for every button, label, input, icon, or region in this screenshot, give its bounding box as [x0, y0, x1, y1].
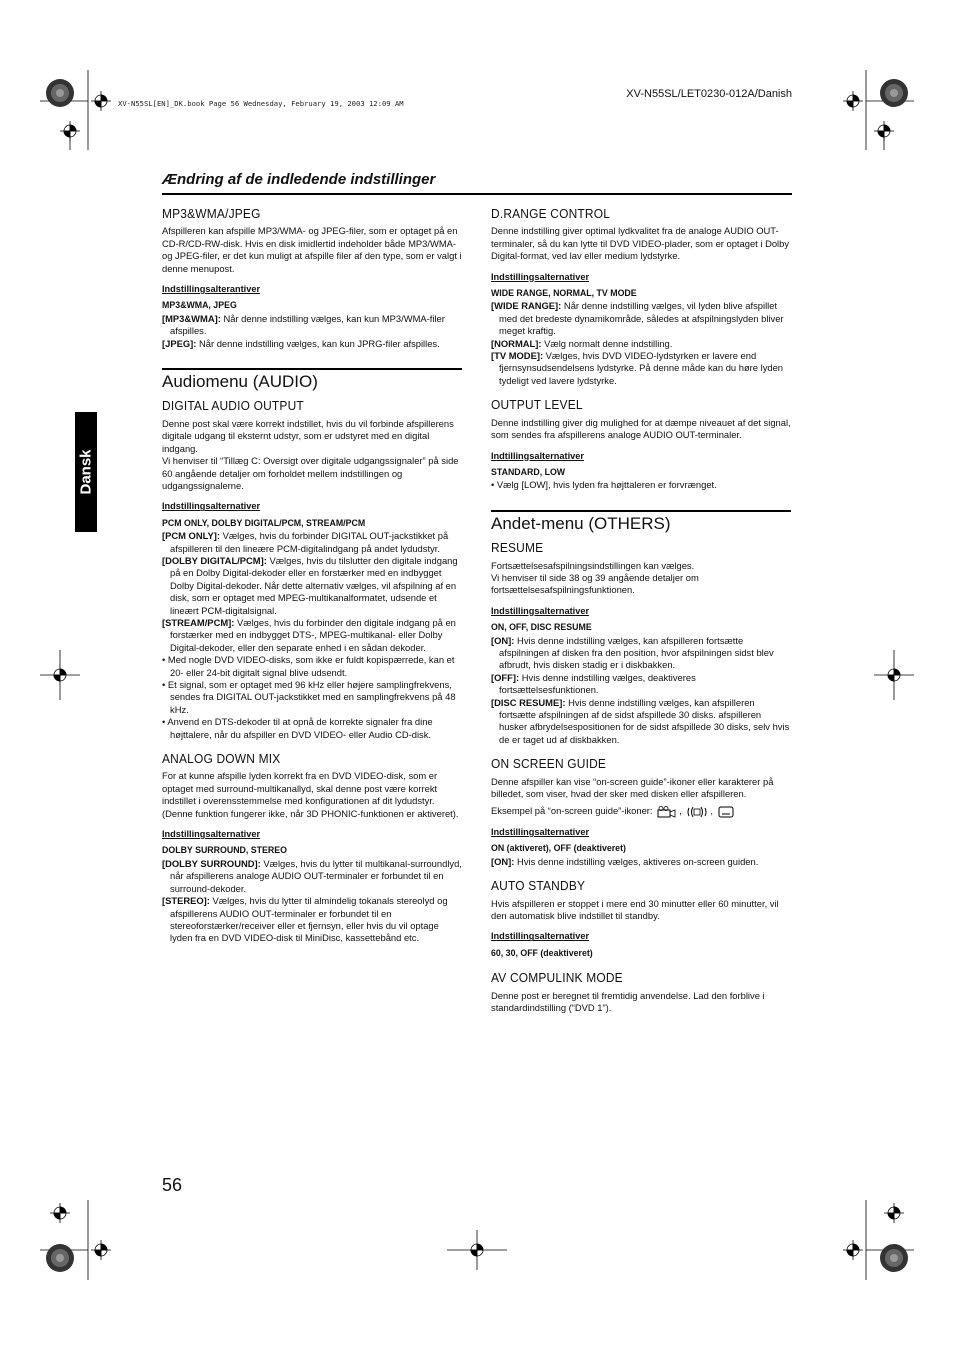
digital-option-values: PCM ONLY, DOLBY DIGITAL/PCM, STREAM/PCM — [162, 517, 366, 528]
crosshair-bl — [91, 1240, 111, 1260]
crosshair-tr — [843, 91, 863, 111]
avc-body: Denne post er beregnet til fremtidig anvendelse. Lad den forblive i standardindstilling (“DVD 1”). — [491, 989, 765, 1014]
drange-options-heading: Indstillingsalternativer — [491, 271, 590, 282]
resume-option-values: ON, OFF, DISC RESUME — [491, 622, 592, 633]
analog-option-values: DOLBY SURROUND, STEREO — [162, 845, 287, 856]
digital-bullet: • Anvend en DTS-dekoder til at opnå de korrekte signaler fra dine højttalere, når du afspiller en DVD VIDEO- eller Audio CD-disk. — [162, 716, 433, 740]
resume-body2: Vi henviser til side 38 og 39 angående detaljer om fortsættelsesafspilningsfunktionen. — [491, 571, 699, 596]
others-menu-title: Andet-menu (OTHERS) — [491, 510, 791, 530]
resume-item: [ON]: Hvis denne indstilling vælges, kan afspilleren fortsætte afspilningen af disken fra den position, hvor afspilningen sidst blev afbrudt, hvis disken stadig er i diskbakken. — [491, 634, 774, 671]
left-column — [162, 208, 462, 945]
osg-options-heading: Indstillingsalternativer — [491, 826, 590, 837]
digital-item: [DOLBY DIGITAL/PCM]: Vælges, hvis du tilslutter den digitale indgang på en Dolby Digital-dekoder eller en forstærker med en indbygget Dolby Digital-dekoder. Når dette alternativ vælges, vil afspilning af en disk, som er optaget med MPEG-multikanalformatet, udsende et lineært PCM-digitalsignal. — [162, 554, 458, 616]
output-body: Denne indstilling giver dig mulighed for at dæmpe niveauet af det signal, som sendes fra afspillerens analoge AUDIO OUT-terminaler. — [491, 416, 791, 441]
drange-item: [NORMAL]: Vælg normalt denne indstilling. — [491, 337, 673, 349]
digital-heading: DIGITAL AUDIO OUTPUT — [162, 398, 304, 414]
crosshair-br2 — [884, 1203, 904, 1223]
digital-bullet: • Med nogle DVD VIDEO-disks, som ikke er fuldt kopispærrede, kan et 20- eller 24-bit digitalt signal blive udsendt. — [162, 654, 455, 678]
analog-heading: ANALOG DOWN MIX — [162, 751, 281, 767]
digital-item: [PCM ONLY]: Vælges, hvis du forbinder DIGITAL OUT-jackstikket på afspilleren til den lineære PCM-digitalindgang på andet lydudstyr. — [162, 530, 449, 554]
digital-body2: Vi henviser til “Tillæg C: Oversigt over digitale udgangssignaler” på side 60 angående detaljer om forholdet mellem indstillingen og udgangssignalerne. — [162, 455, 459, 491]
subtitle-icon — [718, 806, 734, 818]
crosshair-bl2 — [50, 1203, 70, 1223]
drange-item: [WIDE RANGE]: Når denne indstilling vælges, vil lyden blive afspillet med det bredeste dynamikområde, således at afspilningslyden bliver meget kraftig. — [491, 300, 784, 337]
mp3-item: [JPEG]: Når denne indstilling vælges, kan kun JPRG-filer afspilles. — [162, 337, 440, 349]
analog-options-heading: Indstillingsalternativer — [162, 829, 261, 840]
output-options-heading: Indtillingsalternativer — [491, 450, 584, 461]
mp3-item: [MP3&WMA]: Når denne indstilling vælges, kan kun MP3/WMA-filer afspilles. — [162, 312, 445, 337]
osg-example-line: Eksempel på “on-screen guide”-ikoner: , , — [491, 805, 791, 818]
mp3-option-values: MP3&WMA, JPEG — [162, 300, 237, 311]
crosshair-tl2 — [60, 121, 80, 141]
resume-options-heading: Indstillingsalternativer — [491, 605, 590, 616]
osg-example-text: Eksempel på “on-screen guide”-ikoner: — [491, 805, 653, 817]
resume-item: [DISC RESUME]: Hvis denne indstilling vælges, kan afspilleren fortsætte afspilningen af de sidst afspillede 30 disks. afspilleren husker afbrydelsespositionen for de sidst afspillede 30 disks, selv hvis de er taget ud af diskbakken. — [491, 696, 790, 745]
file-info-line: XV-N55SL[EN]_DK.book Page 56 Wednesday, February 19, 2003 12:09 AM — [118, 99, 404, 108]
audio-language-icon — [686, 806, 708, 818]
digital-options-heading: Indstillingsalternativer — [162, 501, 261, 512]
resume-item: [OFF]: Hvis denne indstilling vælges, deaktiveres fortsættelsesfunktionen. — [491, 671, 696, 696]
osg-heading: ON SCREEN GUIDE — [491, 756, 607, 772]
standby-heading: AUTO STANDBY — [491, 878, 586, 894]
standby-option-values: 60, 30, OFF (deaktiveret) — [491, 947, 593, 958]
drange-item: [TV MODE]: Vælges, hvis DVD VIDEO-lydstyrken er lavere end fjernsynsudsendelsens lydstyrke. På denne måde kan du høre lyden tydeligt ved lavere lydstyrke. — [491, 350, 784, 386]
output-option-values: STANDARD, LOW — [491, 466, 566, 477]
analog-body2: (Denne funktion fungerer ikke, når 3D PHONIC-funktionen er aktiveret). — [162, 807, 459, 819]
drange-heading: D.RANGE CONTROL — [491, 206, 611, 221]
analog-item: [STEREO]: Vælges, hvis du lytter til almindelig tokanals stereolyd og afspillerens AUDIO OUT-terminaler er forbundet til en stereoforstærker/receiver eller et fjernsyn, eller hvis du vil optage lyden fra en DVD VIDEO-disk til MiniDisc, kassettebånd etc. — [162, 895, 448, 944]
analog-item: [DOLBY SURROUND]: Vælges, hvis du lytter til multikanal-surroundlyd, når afspillerens analoge AUDIO OUT-terminaler er forbundet til en surround-dekoder. — [162, 857, 462, 894]
mp3-heading: MP3&WMA/JPEG — [162, 206, 261, 221]
drange-option-values: WIDE RANGE, NORMAL, TV MODE — [491, 288, 637, 299]
standby-body: Hvis afspilleren er stoppet i mere end 30 minutter eller 60 minutter, vil den automatisk blive indstillet til standby. — [491, 897, 779, 921]
mp3-body: Afspilleren kan afspille MP3/WMA- og JPEG-filer, som er optaget på en CD-R/CD-RW-disk. Hvis en disk imidlertid indeholder både MP3/WMA- og JPEG-filer, er det kun muligt at afspille filer af den type, som er valgt i denne menupost. — [162, 225, 462, 274]
crosshair-ml — [40, 650, 80, 700]
analog-body: For at kunne afspille lyden korrekt fra en DVD VIDEO-disk, som er optaget med surround-multikanallyd, skal denne post være korrekt indstillet i overensstemmelse med konfigurationen af dit lydudstyr. — [162, 770, 438, 807]
section-title: Ændring af de indledende indstillinger — [162, 171, 436, 188]
side-tab-label: Dansk — [77, 449, 95, 495]
output-bullet: • Vælg [LOW], hvis lyden fra højttaleren er forvrænget. — [491, 479, 717, 491]
digital-item: [STREAM/PCM]: Vælges, hvis du forbinder den digitale indgang på en forstærker med en indbygget DTS-, MPEG-multikanal- eller Dolby Digital-dekoder, eller den separate enhed i en sådan dekoder. — [162, 616, 456, 653]
crosshair-tr2 — [874, 121, 894, 141]
standby-options-heading: Indstillingsalternativer — [491, 931, 590, 942]
audio-menu-title: Audiomenu (AUDIO) — [162, 368, 462, 388]
camera-angle-icon — [657, 806, 677, 818]
digital-body: Denne post skal være korrekt indstillet, hvis du vil forbinde afspillerens digitale udgang til eksternt udstyr, som er udstyret med en digital indgang. — [162, 417, 454, 454]
osg-option-values: ON (aktiveret), OFF (deaktiveret) — [491, 843, 626, 854]
mp3-options-heading: Indstillingsalterantiver — [162, 284, 261, 295]
resume-body: Fortsættelsesafspilningsindstillingen kan vælges. — [491, 559, 695, 571]
title-rule — [162, 193, 792, 195]
crosshair-br — [843, 1240, 863, 1260]
document-id: XV-N55SL/LET0230-012A/Danish — [626, 88, 792, 100]
crosshair-mr — [874, 650, 914, 700]
crosshair-tl — [91, 91, 111, 111]
language-side-tab — [75, 412, 97, 532]
osg-item: [ON]: Hvis denne indstilling vælges, aktiveres on-screen guiden. — [491, 855, 759, 867]
digital-bullet: • Et signal, som er optaget med 96 kHz eller højere samplingfrekvens, sendes fra DIGITAL OUT-jackstikket med en samplingfrekvens på 48 kHz. — [162, 679, 456, 715]
right-column — [491, 208, 791, 1014]
crosshair-bc — [447, 1230, 507, 1270]
avc-heading: AV COMPULINK MODE — [491, 970, 623, 986]
resume-heading: RESUME — [491, 540, 544, 556]
page-number: 56 — [162, 1175, 183, 1195]
osg-body: Denne afspiller kan vise “on-screen guide”-ikoner eller karakterer på billedet, som viser, hvad der sker med disken eller afspilleren. — [491, 775, 774, 800]
output-heading: OUTPUT LEVEL — [491, 397, 583, 413]
drange-body: Denne indstilling giver optimal lydkvalitet fra de analoge AUDIO OUT-terminaler, så du kan lytte til DVD VIDEO-plader, som er optaget i Dolby Digital-format, ved lav eller medium lydstyrke. — [491, 225, 790, 262]
